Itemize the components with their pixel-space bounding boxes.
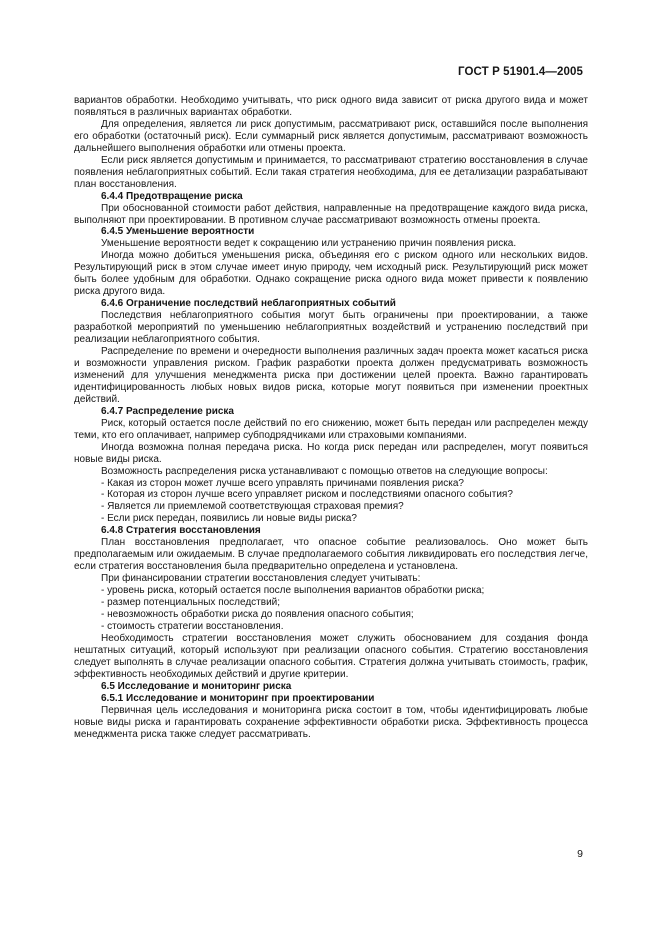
paragraph: Распределение по времени и очередности выполнения различных задач проекта может касаться риска и возможности управления риском. График разработки проекта должен предусматривать возможность изменений для улучшения менеджмента риска при достижении целей проекта. Важно гарантировать идентифицированность любых новых видов риска, которые могут появиться при изменении проектных действий. (74, 346, 588, 405)
list-item: - Которая из сторон лучше всего управляет риском и последствиями опасного события? (101, 489, 513, 501)
paragraph: Если риск является допустимым и принимается, то рассматривают стратегию восстановления в случае появления неблагоприятных событий. Если такая стратегия необходима, для ее детализации разрабатывают план восстановления. (74, 154, 588, 190)
document-header: ГОСТ Р 51901.4—2005 (458, 66, 583, 78)
paragraph: Уменьшение вероятности ведет к сокращению или устранению причин появления риска. (101, 238, 517, 250)
paragraph: Риск, который остается после действий по его снижению, может быть передан или распределен между теми, кто его оплачивает, например субподрядчиками или страховыми компаниями. (74, 417, 588, 441)
page-number: 9 (577, 848, 583, 860)
document-body (74, 95, 588, 740)
section-heading: 6.4.5 Уменьшение вероятности (101, 226, 255, 238)
list-item: - Какая из сторон может лучше всего управлять причинами появления риска? (101, 477, 464, 489)
section-heading: 6.4.4 Предотвращение риска (101, 190, 243, 202)
section-heading: 6.4.8 Стратегия восстановления (101, 525, 261, 537)
section-heading: 6.4.7 Распределение риска (101, 405, 234, 417)
list-item: - Является ли приемлемой соответствующая страховая премия? (101, 501, 404, 513)
list-item: - невозможность обработки риска до появления опасного события; (101, 608, 414, 620)
paragraph: При финансировании стратегии восстановления следует учитывать: (101, 573, 421, 585)
section-heading: 6.5.1 Исследование и мониторинг при проектировании (101, 692, 375, 704)
list-item: - уровень риска, который остается после выполнения вариантов обработки риска; (101, 585, 485, 597)
paragraph: Последствия неблагоприятного события могут быть ограничены при проектировании, а также разработкой мероприятий по уменьшению неблагоприятных воздействий и устранению последствий при реализации неблагоприятного события. (74, 310, 588, 346)
section-heading: 6.5 Исследование и мониторинг риска (101, 680, 292, 692)
paragraph: вариантов обработки. Необходимо учитывать, что риск одного вида зависит от риска другого вида и может появляться в различных вариантах обработки. (74, 95, 588, 118)
paragraph: Необходимость стратегии восстановления может служить обоснованием для создания фонда нештатных ситуаций, который используют при реализации опасного события. Стратегию восстановления следует выполнять в случае реализации опасного события. Стратегия должна учитывать стоимость, график, эффективность необходимых действий и другие критерии. (74, 632, 588, 680)
paragraph: Первичная цель исследования и мониторинга риска состоит в том, чтобы идентифицировать любые новые виды риска и гарантировать сохранение эффективности обработки риска. Эффективность процесса менеджмента риска также следует рассматривать. (74, 704, 588, 740)
list-item: - Если риск передан, появились ли новые виды риска? (101, 513, 357, 525)
paragraph: При обоснованной стоимости работ действия, направленные на предотвращение каждого вида риска, выполняют при проектировании. В противном случае рассматривают возможность отмены проекта. (74, 202, 588, 226)
paragraph: Возможность распределения риска устанавливают с помощью ответов на следующие вопросы: (101, 465, 548, 477)
paragraph: Для определения, является ли риск допустимым, рассматривают риск, оставшийся после выполнения его обработки (остаточный риск). Если суммарный риск является допустимым, рассматривают возможность дальнейшего выполнения обработки или отмены проекта. (74, 118, 588, 154)
section-heading: 6.4.6 Ограничение последствий неблагоприятных событий (101, 298, 396, 310)
paragraph: Иногда можно добиться уменьшения риска, объединяя его с риском одного или нескольких видов. Результирующий риск в этом случае имеет иную природу, чем исходный риск. Результирующий риск может быть более удобным для обработки. Однако сокращение риска одного вида может привести к появлению риска другого вида. (74, 250, 588, 298)
list-item: - стоимость стратегии восстановления. (101, 620, 284, 632)
paragraph: План восстановления предполагает, что опасное событие реализовалось. Оно может быть предполагаемым или ожидаемым. В случае предполагаемого события ликвидировать его последствия легче, если стратегия восстановления была предварительно определена и установлена. (74, 537, 588, 573)
paragraph: Иногда возможна полная передача риска. Но когда риск передан или распределен, могут появиться новые виды риска. (74, 441, 588, 465)
list-item: - размер потенциальных последствий; (101, 597, 281, 609)
